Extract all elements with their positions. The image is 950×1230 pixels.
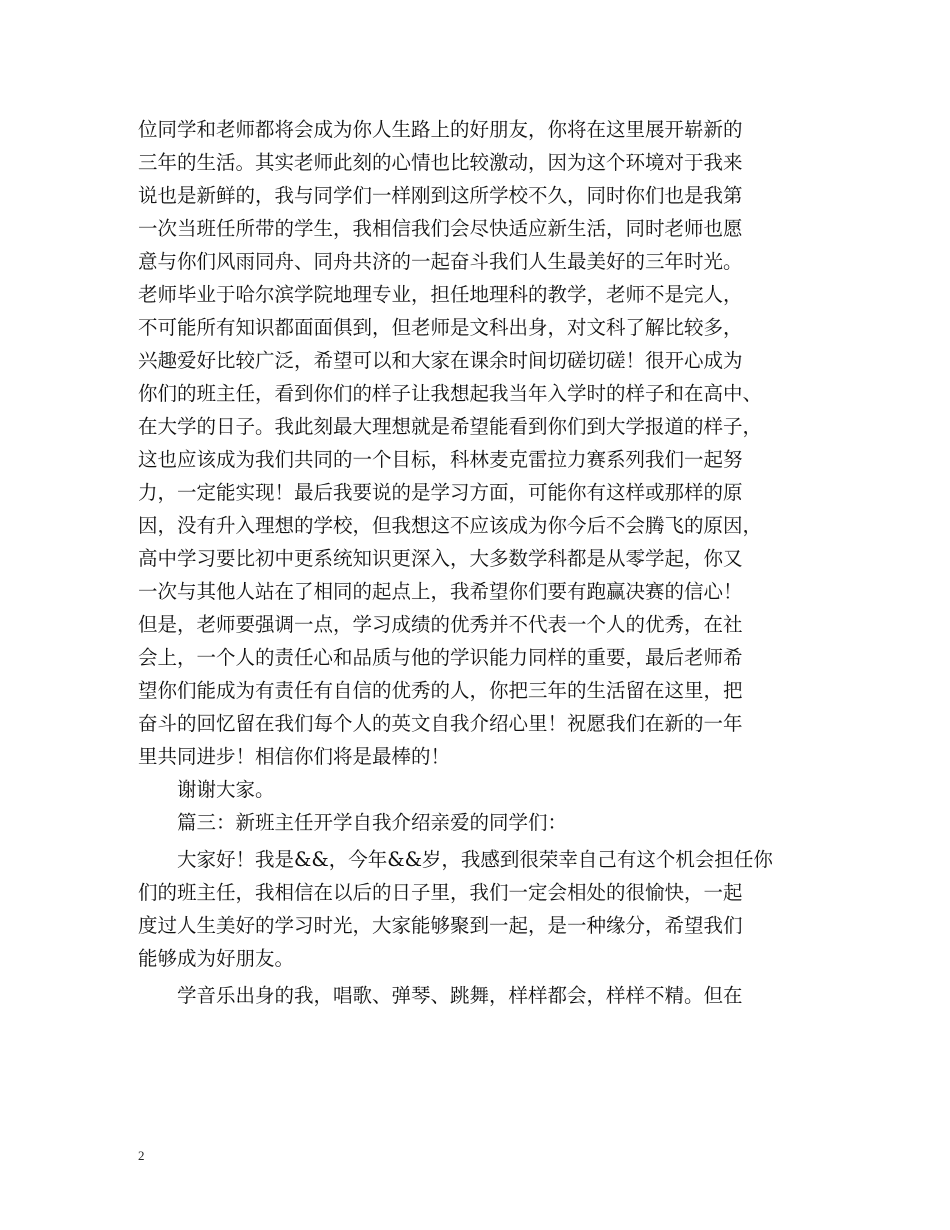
text-line: 一次与其他人站在了相同的起点上，我希望你们要有跑赢决赛的信心！ (138, 580, 743, 603)
text-line: 能够成为好朋友。 (138, 947, 295, 970)
text-line: 老师毕业于哈尔滨学院地理专业，担任地理科的教学，老师不是完人， (138, 283, 743, 306)
text-line: 位同学和老师都将会成为你人生路上的好朋友，你将在这里展开崭新的 (138, 118, 743, 141)
text-line: 大家好！我是&&，今年&&岁，我感到很荣幸自己有这个机会担任你 (177, 848, 773, 871)
text-line: 高中学习要比初中更系统知识更深入，大多数学科都是从零学起，你又 (138, 547, 743, 570)
document-body (138, 113, 818, 1012)
text-line: 你们的班主任，看到你们的样子让我想起我当年入学时的样子和在高中、 (138, 382, 763, 405)
text-line: 力，一定能实现！最后我要说的是学习方面，可能你有这样或那样的原 (138, 481, 743, 504)
text-line: 不可能所有知识都面面俱到，但老师是文科出身，对文科了解比较多， (138, 316, 743, 339)
text-line: 意与你们风雨同舟、同舟共济的一起奋斗我们人生最美好的三年时光。 (138, 250, 743, 273)
text-line: 望你们能成为有责任有自信的优秀的人，你把三年的生活留在这里，把 (138, 679, 743, 702)
text-line: 学音乐出身的我，唱歌、弹琴、跳舞，样样都会，样样不精。但在 (177, 984, 743, 1007)
text-line: 奋斗的回忆留在我们每个人的英文自我介绍心里！祝愿我们在新的一年 (138, 712, 743, 735)
text-line: 篇三：新班主任开学自我介绍亲爱的同学们： (177, 811, 568, 834)
text-line: 们的班主任，我相信在以后的日子里，我们一定会相处的很愉快，一起 (138, 881, 743, 904)
text-line: 这也应该成为我们共同的一个目标，科林麦克雷拉力赛系列我们一起努 (138, 448, 743, 471)
text-line: 兴趣爱好比较广泛，希望可以和大家在课余时间切磋切磋！很开心成为 (138, 349, 743, 372)
text-line: 说也是新鲜的，我与同学们一样刚到这所学校不久，同时你们也是我第 (138, 184, 743, 207)
text-line: 但是，老师要强调一点，学习成绩的优秀并不代表一个人的优秀，在社 (138, 613, 743, 636)
text-line: 谢谢大家。 (177, 778, 275, 801)
text-line: 因，没有升入理想的学校，但我想这不应该成为你今后不会腾飞的原因， (138, 514, 763, 537)
text-line: 在大学的日子。我此刻最大理想就是希望能看到你们到大学报道的样子， (138, 415, 763, 438)
page-number: 2 (138, 1148, 145, 1163)
text-line: 三年的生活。其实老师此刻的心情也比较激动，因为这个环境对于我来 (138, 151, 743, 174)
text-line: 里共同进步！相信你们将是最棒的！ (138, 745, 451, 768)
text-line: 会上，一个人的责任心和品质与他的学识能力同样的重要，最后老师希 (138, 646, 743, 669)
text-line: 一次当班任所带的学生，我相信我们会尽快适应新生活，同时老师也愿 (138, 217, 743, 240)
text-line: 度过人生美好的学习时光，大家能够聚到一起，是一种缘分，希望我们 (138, 914, 743, 937)
